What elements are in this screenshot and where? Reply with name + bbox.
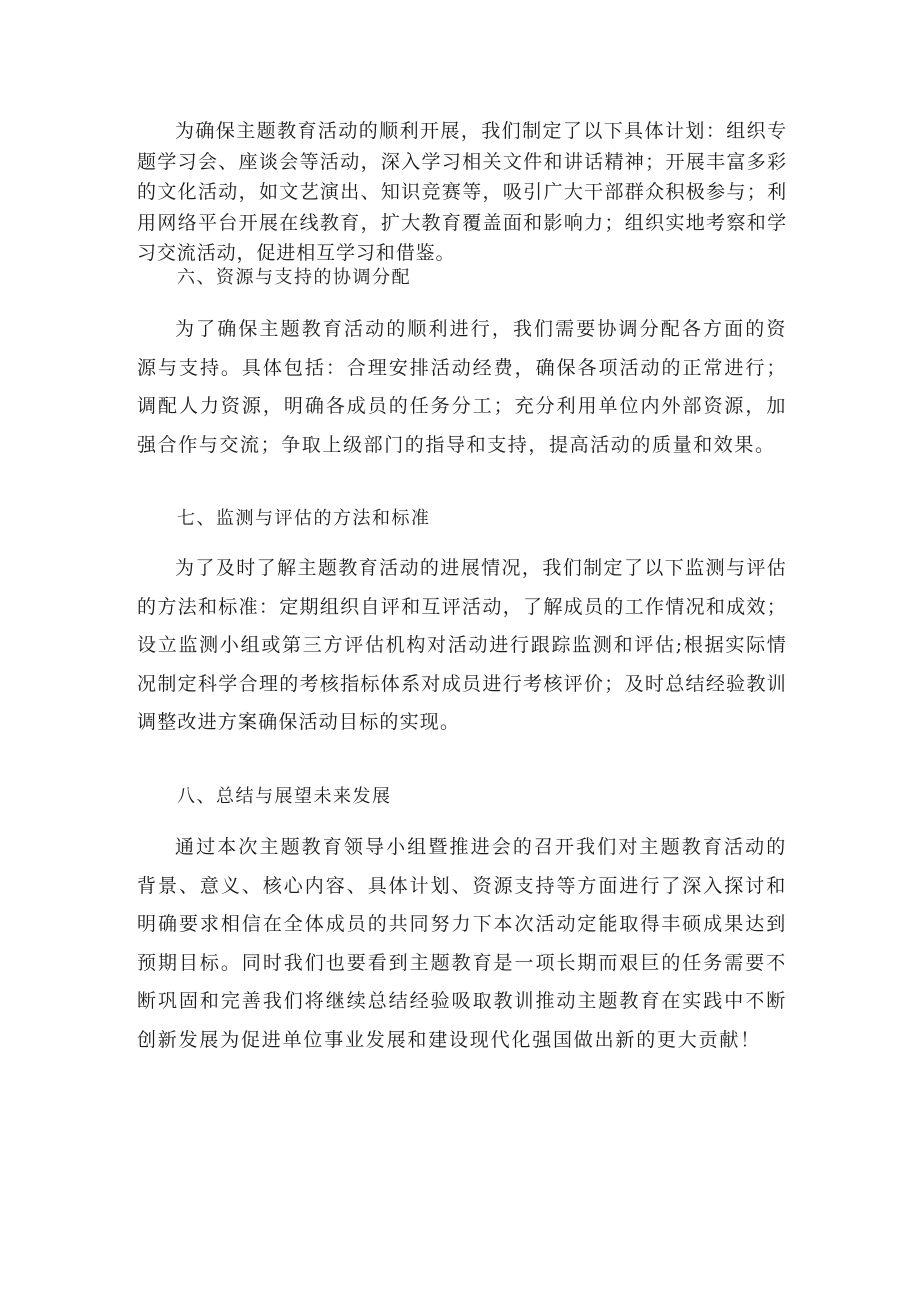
section-heading-summary: 八、总结与展望未来发展: [177, 786, 392, 807]
section-heading-monitoring: 七、监测与评估的方法和标准: [177, 508, 431, 529]
paragraph-monitoring: 为了及时了解主题教育活动的进展情况，我们制定了以下监测与评估的方法和标准：定期组织自评和互评活动，了解成员的工作情况和成效；设立监测小组或第三方评估机构对活动进行跟踪监测和评估;根据实际情况制定科学合理的考核指标体系对成员进行考核评价；及时总结经验教训调整改进方案确保活动目标的实现。: [137, 557, 787, 733]
paragraph-summary: 通过本次主题教育领导小组暨推进会的召开我们对主题教育活动的背景、意义、核心内容、具体计划、资源支持等方面进行了深入探讨和明确要求相信在全体成员的共同努力下本次活动定能取得丰硕成果达到预期目标。同时我们也要看到主题教育是一项长期而艰巨的任务需要不断巩固和完善我们将继续总结经验吸取教训推动主题教育在实践中不断创新发展为促进单位事业发展和建设现代化强国做出新的更大贡献！: [137, 836, 787, 1051]
paragraph-resources: 为了确保主题教育活动的顺利进行，我们需要协调分配各方面的资源与支持。具体包括：合理安排活动经费，确保各项活动的正常进行；调配人力资源，明确各成员的任务分工；充分利用单位内外部资源，加强合作与交流；争取上级部门的指导和支持，提高活动的质量和效果。: [137, 318, 787, 456]
section-heading-resources: 六、资源与支持的协调分配: [177, 267, 411, 288]
paragraph-plan: 为确保主题教育活动的顺利开展，我们制定了以下具体计划：组织专题学习会、座谈会等活动，深入学习相关文件和讲话精神；开展丰富多彩的文化活动，如文艺演出、知识竞赛等，吸引广大干部群众积极参与；利用网络平台开展在线教育，扩大教育覆盖面和影响力；组织实地考察和学习交流活动，促进相互学习和借鉴。: [137, 120, 787, 264]
